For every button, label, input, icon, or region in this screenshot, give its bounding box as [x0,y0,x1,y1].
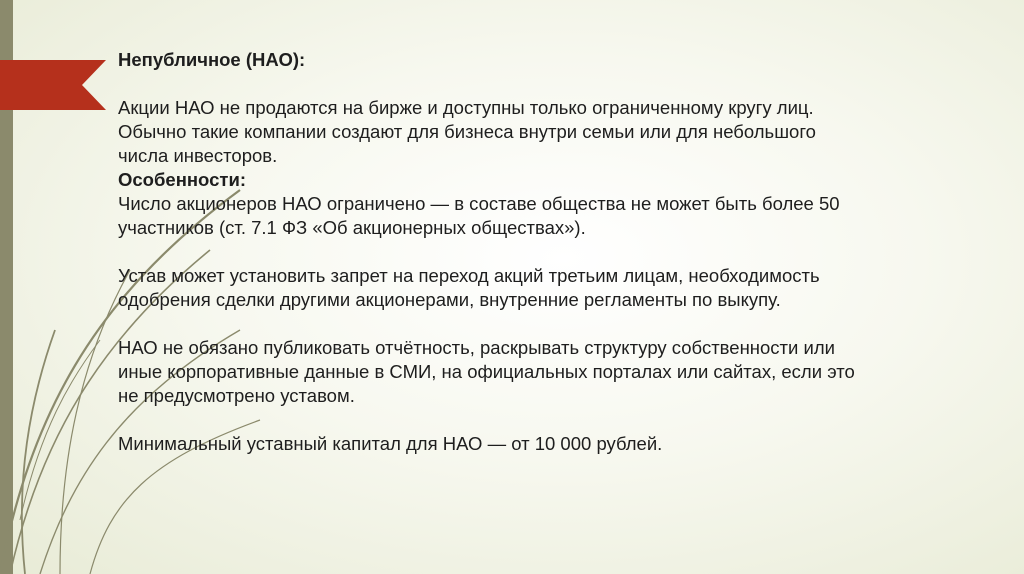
intro-line: Акции НАО не продаются на бирже и доступны только ограниченному кругу лиц. [118,97,814,118]
red-accent-arrow [0,60,106,110]
feature-line: иные корпоративные данные в СМИ, на официальных порталах или сайтах, если это [118,361,855,382]
slide-text [118,48,938,456]
features-heading: Особенности: [118,169,246,190]
feature-line: участников (ст. 7.1 ФЗ «Об акционерных обществах»). [118,217,586,238]
spacer [118,72,938,96]
feature-line: одобрения сделки другими акционерами, внутренние регламенты по выкупу. [118,289,781,310]
feature-line: Число акционеров НАО ограничено — в составе общества не может быть более 50 [118,193,840,214]
intro-line: Обычно такие компании создают для бизнеса внутри семьи или для небольшого [118,121,816,142]
spacer [118,240,938,264]
slide-heading: Непубличное (НАО): [118,49,306,70]
feature-line: НАО не обязано публиковать отчётность, раскрывать структуру собственности или [118,337,835,358]
feature-line: Минимальный уставный капитал для НАО — от 10 000 рублей. [118,433,663,454]
spacer [118,408,938,432]
feature-line: не предусмотрено уставом. [118,385,355,406]
intro-line: числа инвесторов. [118,145,278,166]
feature-line: Устав может установить запрет на переход акций третьим лицам, необходимость [118,265,820,286]
spacer [118,312,938,336]
